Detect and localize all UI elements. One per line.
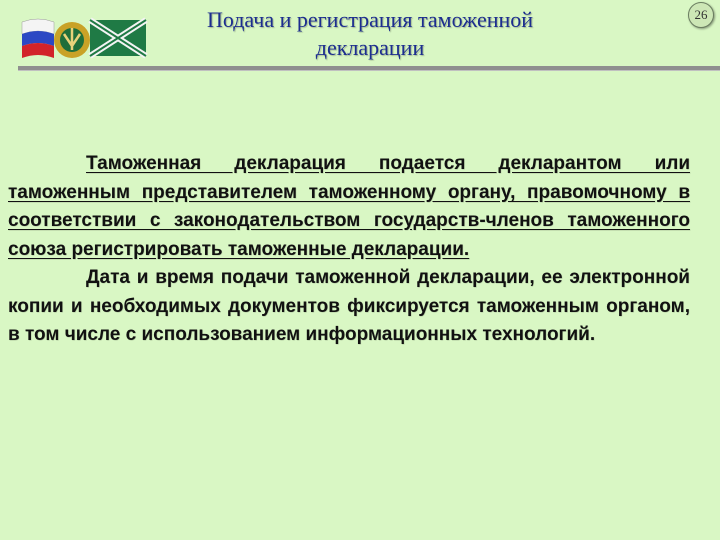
header-divider bbox=[18, 66, 720, 71]
customs-flag-icon bbox=[90, 20, 146, 56]
slide-title: Подача и регистрация таможенной декларации bbox=[206, 7, 534, 60]
russian-flag-icon bbox=[22, 19, 54, 58]
customs-emblem-icon bbox=[54, 22, 90, 58]
paragraph-submission-text: Таможенная декларация подается декларантом или таможенным представителем таможенному органу, правомочному в соответствии с законодательством государств-членов таможенного союза регистрировать таможенные декларации. bbox=[8, 153, 690, 260]
customs-emblem-logo bbox=[20, 10, 150, 66]
slide-number-badge: 26 bbox=[688, 2, 714, 28]
slide-body bbox=[8, 150, 690, 350]
paragraph-submission bbox=[8, 150, 690, 264]
paragraph-registration: Дата и время подачи таможенной декларации, ее электронной копии и необходимых документов фиксируется таможенным органом, в том числе с использованием информационных технологий. bbox=[8, 267, 690, 345]
